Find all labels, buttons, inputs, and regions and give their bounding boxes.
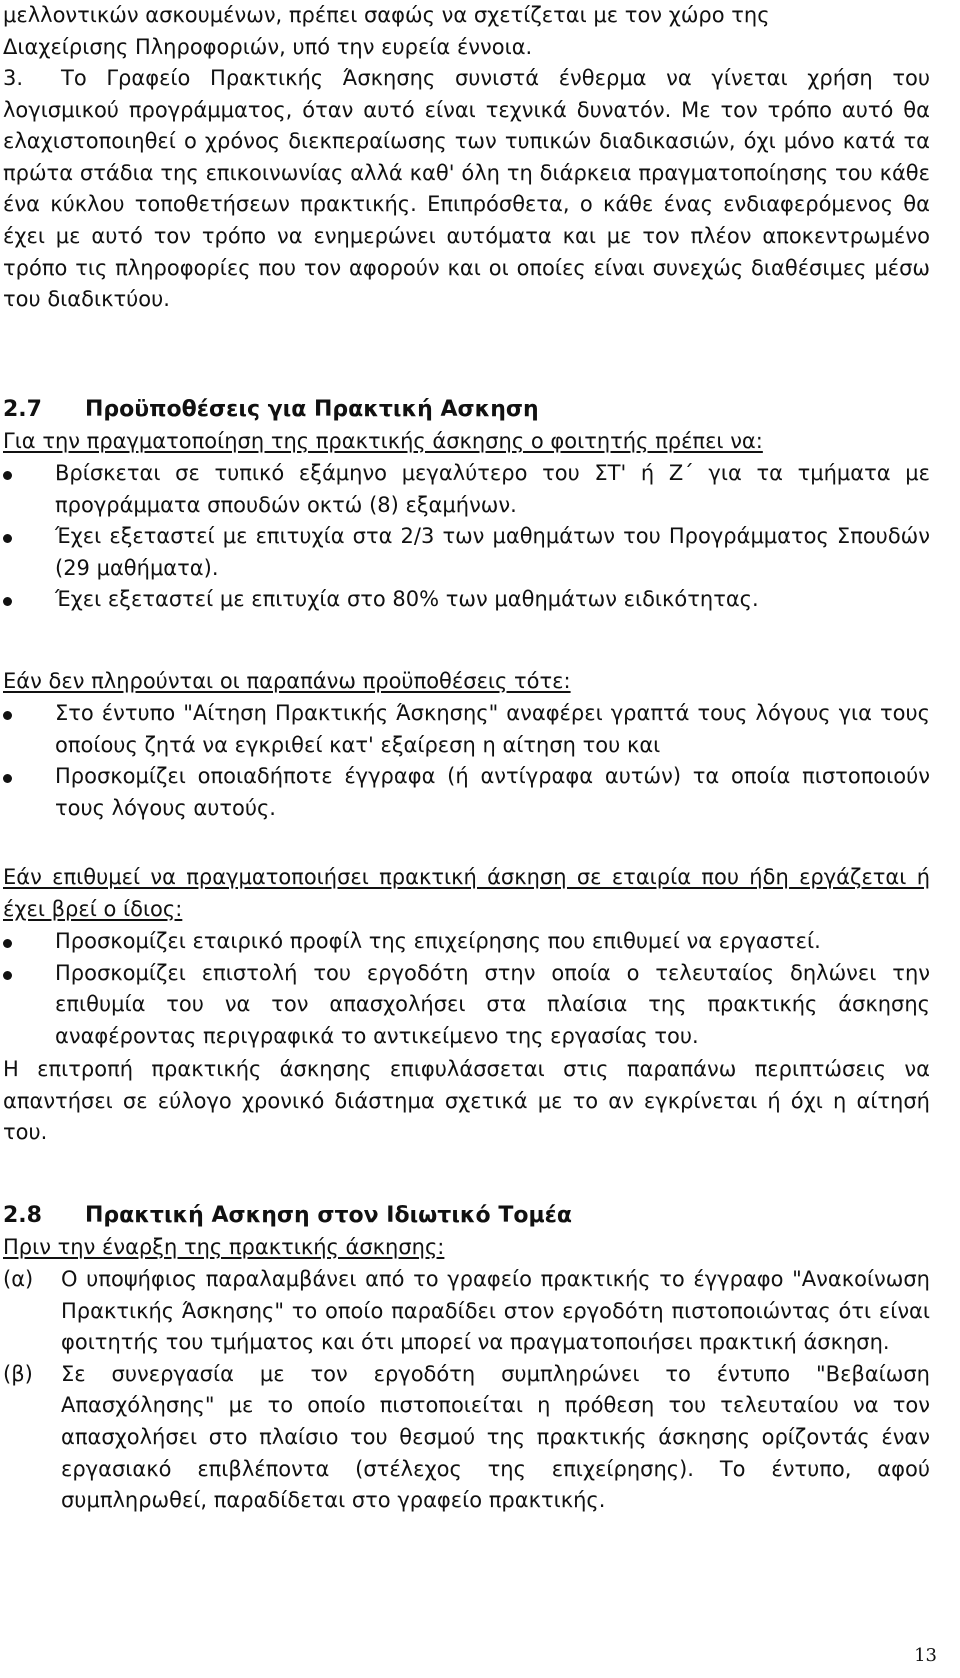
list-item: Προσκομίζει οποιαδήποτε έγγραφα (ή αντίγραφα αυτών) τα οποία πιστοποιούν τους λόγους αυτούς. [3,761,930,824]
list-item: Βρίσκεται σε τυπικό εξάμηνο μεγαλύτερο του ΣΤ' ή Ζ΄ για τα τμήματα με προγράμματα σπουδών οκτώ (8) εξαμήνων. [3,458,930,521]
item-3-number: 3. [3,66,24,90]
item-3-paragraph [3,63,930,316]
list-item [3,1359,930,1517]
list-item: Προσκομίζει επιστολή του εργοδότη στην οποία ο τελευταίος δηλώνει την επιθυμία του να τον απασχολήσει στα πλαίσια της πρακτικής άσκησης αναφέροντας περιγραφικά το αντικείμενο της εργασίας του. [3,958,930,1053]
committee-paragraph: Η επιτροπή πρακτικής άσκησης επιφυλάσσεται στις παραπάνω περιπτώσεις να απαντήσει σε εύλογο χρονικό διάστημα σχετικά με το αν εγκρίνεται ή όχι η αίτησή του. [3,1057,930,1145]
list-item: Έχει εξεταστεί με επιτυχία στα 2/3 των μαθημάτων του Προγράμματος Σπουδών (29 μαθήματα). [3,521,930,584]
requirements-list [3,458,930,616]
intro-line-2: Διαχείρισης Πληροφοριών, υπό την ευρεία έννοια. [3,34,533,59]
section-2-8-title: Πρακτική Ασκηση στον Ιδιωτικό Τομέα [85,1203,572,1228]
page-number: 13 [914,1645,937,1666]
requirements-intro: Για την πραγματοποίηση της πρακτικής άσκησης ο φοιτητής πρέπει να: [3,429,763,453]
section-2-7-heading [3,394,930,426]
step-label: (β) [3,1361,33,1386]
list-item: Στο έντυπο "Αίτηση Πρακτικής Άσκησης" αναφέρει γραπτά τους λόγους για τους οποίους ζητά να εγκριθεί κατ' εξαίρεση η αίτηση του και [3,698,930,761]
unmet-list [3,698,930,824]
before-intro: Πριν την έναρξη της πρακτικής άσκησης: [3,1235,445,1259]
section-2-7-title: Προϋποθέσεις για Πρακτική Ασκηση [85,397,539,422]
intro-paragraph [3,0,930,63]
section-2-7-number: 2.7 [3,397,42,422]
step-text: Ο υποψήφιος παραλαμβάνει από το γραφείο πρακτικής το έγγραφο "Ανακοίνωση Πρακτικής Άσκησης" το οποίο παραδίδει στον εργοδότη πιστοποιώντας ότι είναι φοιτητής του τμήματος και ότι μπορεί να πραγματοποιήσει πρακτική άσκηση. [61,1267,930,1355]
list-item [3,1264,930,1359]
list-item: Έχει εξεταστεί με επιτυχία στο 80% των μαθημάτων ειδικότητας. [3,584,930,616]
list-item: Προσκομίζει εταιρικό προφίλ της επιχείρησης που επιθυμεί να εργαστεί. [3,926,930,958]
company-intro: Εάν επιθυμεί να πραγματοποιήσει πρακτική άσκηση σε εταιρία που ήδη εργάζεται ή έχει βρεί ο ίδιος: [3,865,930,921]
bullet-icon [3,597,12,606]
steps-list [3,1264,930,1517]
bullet-icon [3,534,12,543]
item-3-text: Το Γραφείο Πρακτικής Άσκησης συνιστά ένθερμα να γίνεται χρήση του λογισμικού προγράμματος, όταν αυτό είναι τεχνικά δυνατόν. Με τον τρόπο αυτό θα ελαχιστοποιηθεί ο χρόνος διεκπεραίωσης των τυπικών διαδικασιών, όχι μόνο κατά τα πρώτα στάδια της επικοινωνίας αλλά καθ' όλη τη διάρκεια πραγματοποίησης του κάθε ένα κύκλου τοποθετήσεων πρακτικής. Επιπρόσθετα, ο κάθε ένας ενδιαφερόμενος θα έχει με αυτό τον τρόπο να ενημερώνει αυτόματα και με τον πλέον αποκεντρωμένο τρόπο τις πληροφορίες που τον αφορούν και οι οποίες είναι συνεχώς διαθέσιμες μέσω του διαδικτύου. [3,66,930,312]
section-2-8-number: 2.8 [3,1203,42,1228]
bullet-icon [3,774,12,783]
section-2-8-heading [3,1200,930,1232]
bullet-icon [3,939,12,948]
intro-line-1: μελλοντικών ασκουμένων, πρέπει σαφώς να σχετίζεται με τον χώρο της [3,3,770,27]
step-text: Σε συνεργασία με τον εργοδότη συμπληρώνει το έντυπο "Βεβαίωση Απασχόλησης" με το οποίο πιστοποιείται η πρόθεση του τελευταίου να τον απασχολήσει στο πλαίσιο του θεσμού της πρακτικής άσκησης ορίζοντάς έναν εργασιακό επιβλέποντα (στέλεχος της επιχείρησης). Το έντυπο, αφού συμπληρωθεί, παραδίδεται στο γραφείο πρακτικής. [61,1361,930,1513]
step-label: (α) [3,1267,34,1291]
bullet-icon [3,971,12,980]
unmet-intro: Εάν δεν πληρούνται οι παραπάνω προϋποθέσεις τότε: [3,669,571,693]
company-list [3,926,930,1052]
bullet-icon [3,471,12,480]
bullet-icon [3,711,12,720]
